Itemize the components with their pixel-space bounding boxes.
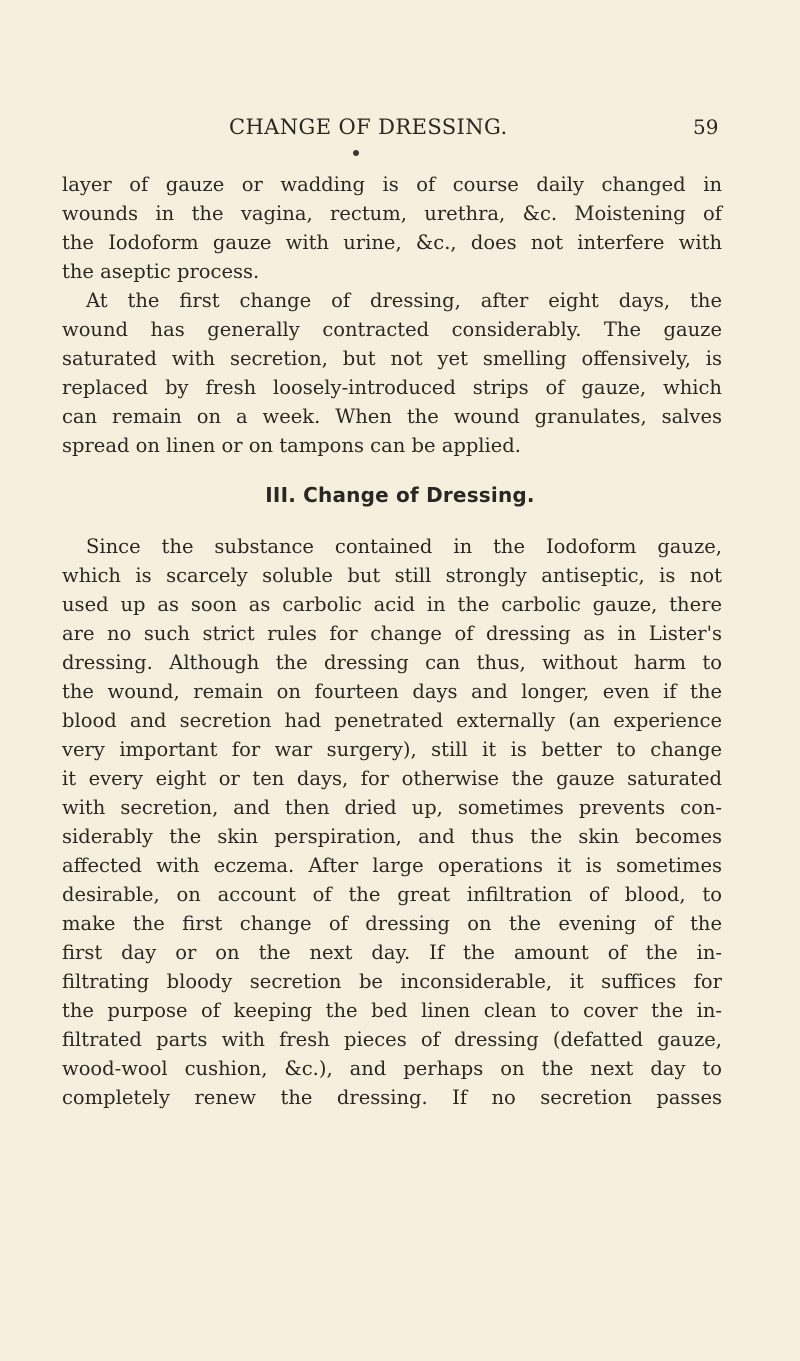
text-line: completely renew the dressing. If no secretion passes xyxy=(62,1086,722,1109)
text-line: affected with eczema. After large operations it is sometimes xyxy=(62,854,722,877)
text-line: blood and secretion had penetrated externally (an experience xyxy=(62,709,722,732)
text-line: used up as soon as carbolic acid in the carbolic gauze, there xyxy=(62,593,722,616)
text-line: wound has generally contracted considerably. The gauze xyxy=(62,318,722,341)
text-line: it every eight or ten days, for otherwise the gauze saturated xyxy=(62,767,722,790)
text-line: can remain on a week. When the wound granulates, salves xyxy=(62,405,722,428)
section-heading: III. Change of Dressing. xyxy=(265,483,535,507)
text-line: Since the substance contained in the Iodoform gauze, xyxy=(86,535,722,558)
printer-dot xyxy=(353,150,359,156)
chapter-title: CHANGE OF DRESSING. xyxy=(229,115,508,139)
text-line: siderably the skin perspiration, and thus the skin becomes xyxy=(62,825,722,848)
text-line: make the first change of dressing on the evening of the xyxy=(62,912,722,935)
text-line: very important for war surgery), still it is better to change xyxy=(62,738,722,761)
text-line: filtrated parts with fresh pieces of dressing (defatted gauze, xyxy=(62,1028,722,1051)
text-line: spread on linen or on tampons can be applied. xyxy=(62,434,521,457)
text-line: desirable, on account of the great infiltration of blood, to xyxy=(62,883,722,906)
text-line: saturated with secretion, but not yet smelling offensively, is xyxy=(62,347,722,370)
text-line: replaced by fresh loosely-introduced strips of gauze, which xyxy=(62,376,722,399)
text-line: with secretion, and then dried up, sometimes prevents con- xyxy=(62,796,722,819)
text-line: which is scarcely soluble but still strongly antiseptic, is not xyxy=(62,564,722,587)
text-line: wounds in the vagina, rectum, urethra, &c. Moistening of xyxy=(62,202,722,225)
text-line: first day or on the next day. If the amount of the in- xyxy=(62,941,722,964)
page-number: 59 xyxy=(693,115,719,139)
text-line: are no such strict rules for change of dressing as in Lister's xyxy=(62,622,722,645)
text-line: the aseptic process. xyxy=(62,260,260,283)
text-line: the Iodoform gauze with urine, &c., does not interfere with xyxy=(62,231,722,254)
text-line: At the first change of dressing, after eight days, the xyxy=(86,289,722,312)
text-line: filtrating bloody secretion be inconsiderable, it suffices for xyxy=(62,970,722,993)
text-line: dressing. Although the dressing can thus, without harm to xyxy=(62,651,722,674)
running-head xyxy=(0,112,800,142)
text-line: wood-wool cushion, &c.), and perhaps on the next day to xyxy=(62,1057,722,1080)
text-line: the wound, remain on fourteen days and longer, even if the xyxy=(62,680,722,703)
text-line: layer of gauze or wadding is of course daily changed in xyxy=(62,173,722,196)
text-line: the purpose of keeping the bed linen clean to cover the in- xyxy=(62,999,722,1022)
